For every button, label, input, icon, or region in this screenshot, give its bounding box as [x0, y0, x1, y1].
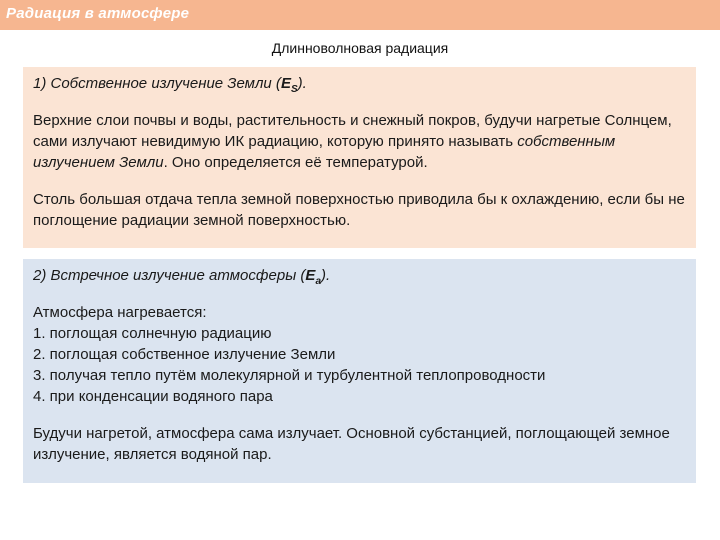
section1-heading-text: 1) Собственное излучение Земли (	[33, 75, 281, 92]
section2-heading-end: ).	[321, 267, 331, 284]
section2-symbol-sub: a	[315, 276, 321, 287]
section-own-radiation	[23, 67, 696, 248]
section2-heading	[33, 265, 686, 286]
list-item: 3. получая тепло путём молекулярной и турбулентной теплопроводности	[33, 367, 546, 384]
section1-paragraph2: Столь большая отдача тепла земной поверхностью приводила бы к охлаждению, если бы не поглощение радиации земной поверхностью.	[33, 191, 685, 229]
section2-intro: Атмосфера нагревается:	[33, 304, 207, 321]
section1-paragraph1	[33, 110, 686, 173]
section-counter-radiation	[23, 259, 696, 483]
section2-paragraph: Будучи нагретой, атмосфера сама излучает. Основной субстанцией, поглощающей земное излучение, является водяной пар.	[33, 425, 670, 463]
section1-para1-end: . Оно определяется её температурой.	[163, 154, 428, 171]
section1-symbol: E	[280, 75, 291, 92]
section1-heading	[33, 73, 686, 94]
section1-heading-end: ).	[297, 75, 307, 92]
page-title: Радиация в атмосфере	[6, 5, 190, 22]
section2-heading-text: 2) Встречное излучение атмосферы (	[33, 267, 306, 284]
list-item: 4. при конденсации водяного пара	[33, 388, 273, 405]
list-item: 1. поглощая солнечную радиацию	[33, 325, 272, 342]
slide-subtitle: Длинноволновая радиация	[271, 40, 449, 56]
section1-symbol-sub: S	[290, 84, 298, 95]
section1-para1-start: Верхние слои почвы и воды, растительность и снежный покров, будучи нагретые Солнцем, сами излучают невидимую ИК радиацию, которую принято называть	[33, 112, 672, 150]
list-item: 2. поглощая собственное излучение Земли	[33, 346, 336, 363]
header-bar	[0, 0, 720, 30]
section1-para1-em: собственным излучением Земли	[33, 133, 616, 171]
section2-symbol: E	[305, 267, 316, 284]
